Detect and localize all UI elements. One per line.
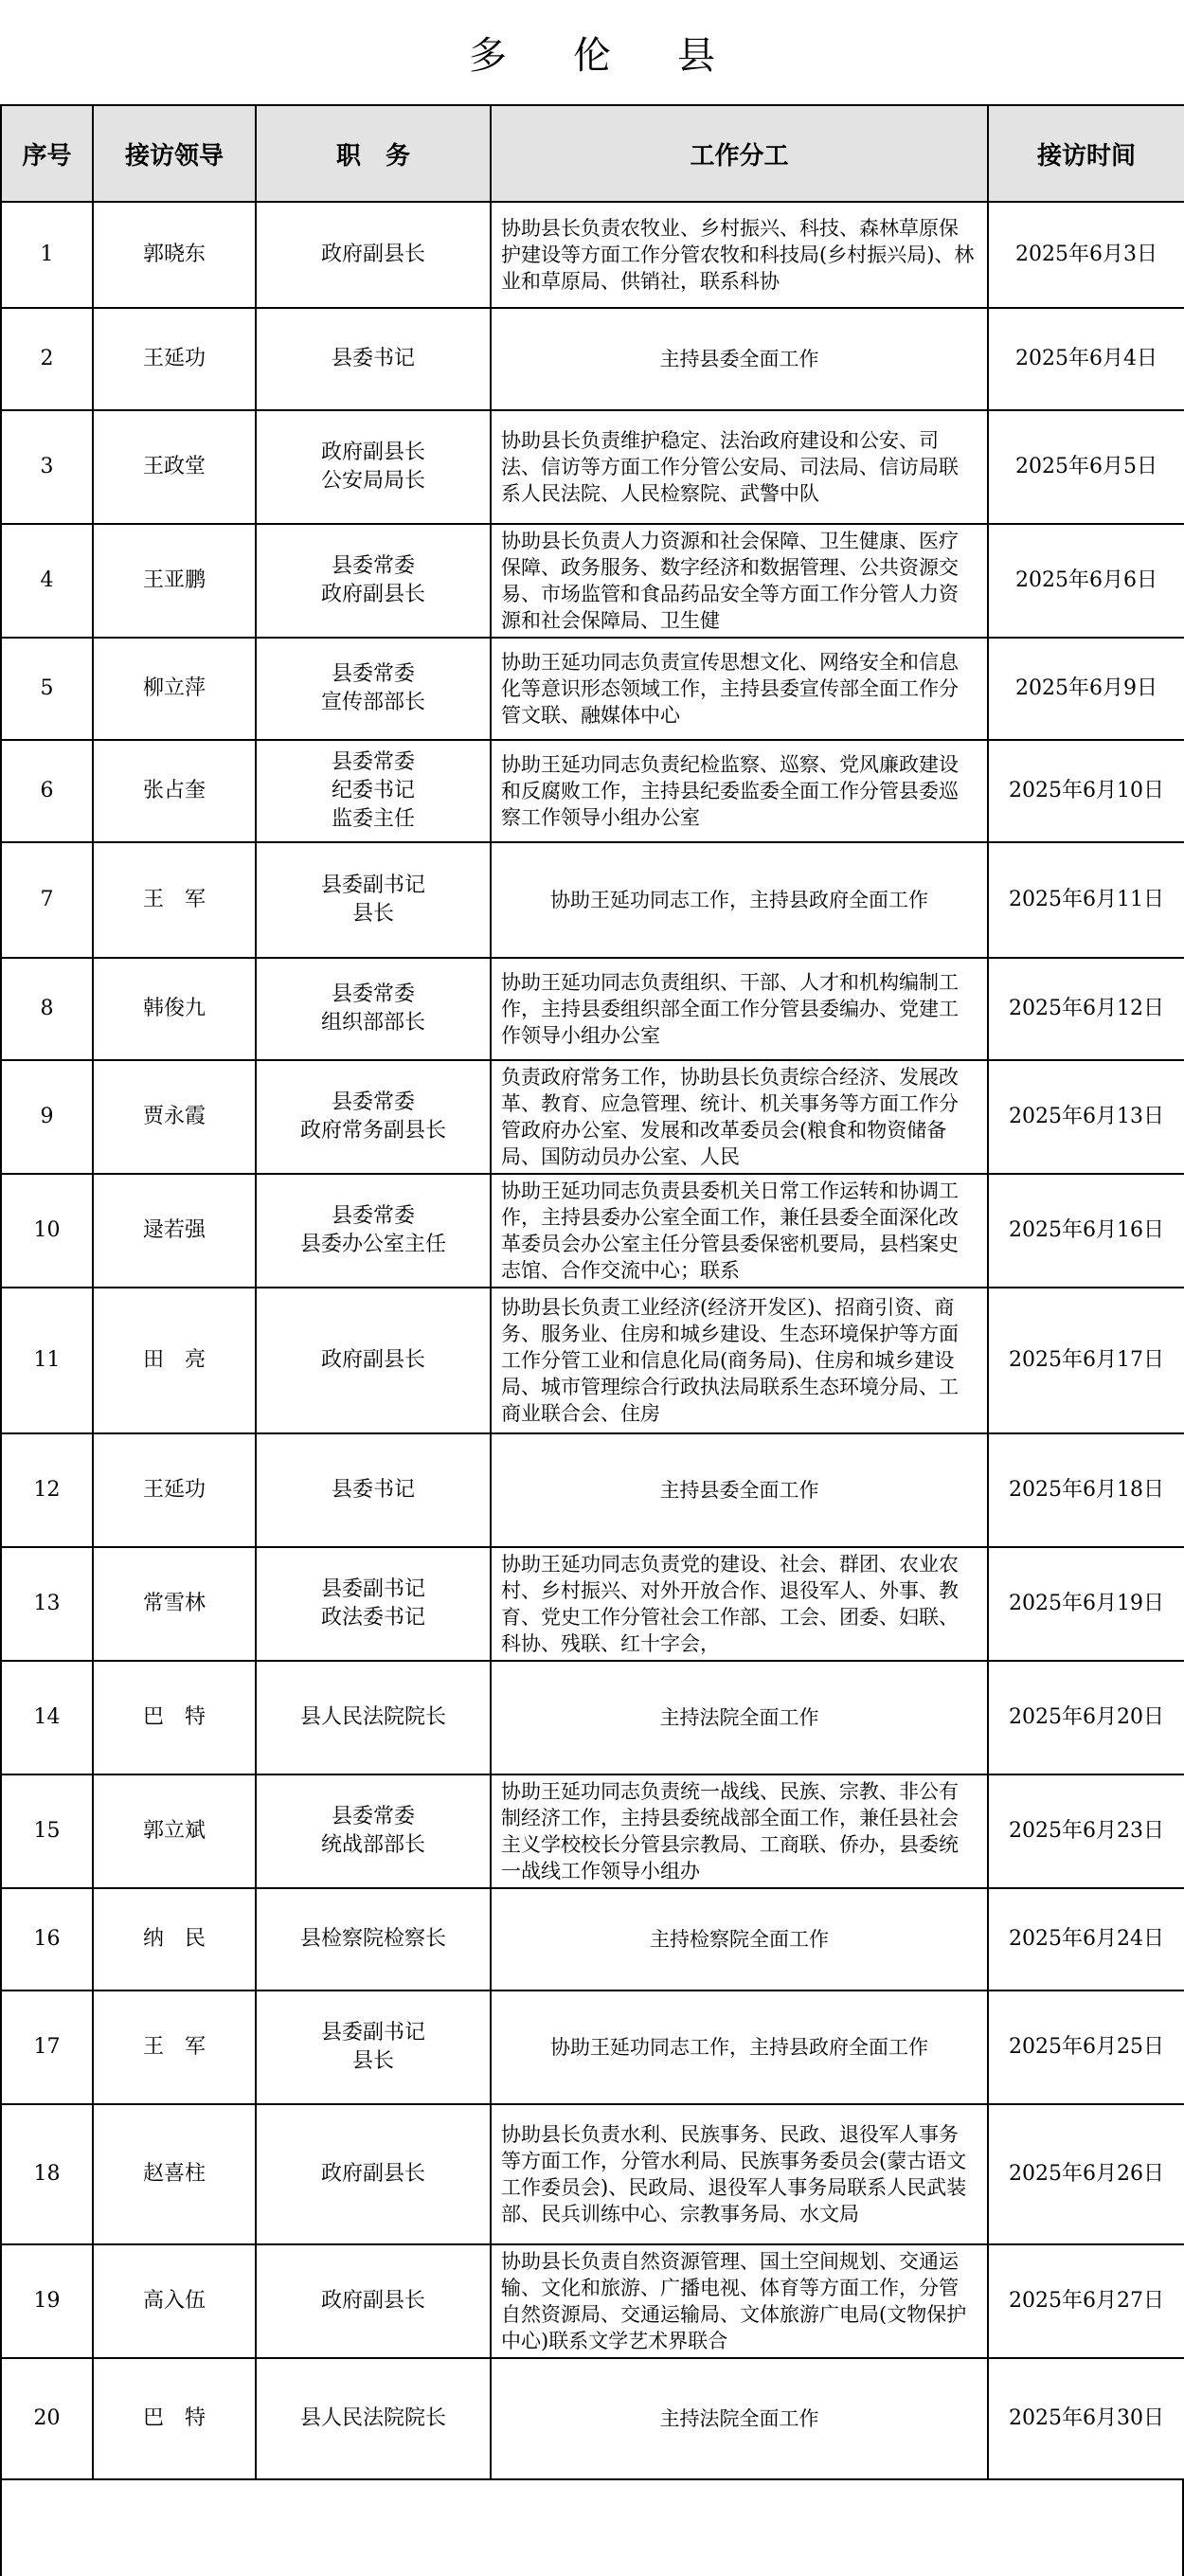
- work-duty: 协助县长负责工业经济(经济开发区)、招商引资、商务、服务业、住房和城乡建设、生态环境保护等方面工作分管工业和信息化局(商务局)、住房和城乡建设局、城市管理综合行政执法局联系生态环境分局、工商业联合会、住房: [491, 1288, 988, 1433]
- row-number: 16: [1, 1888, 93, 1991]
- table-row: [1, 1661, 1184, 1774]
- position-line: 统战部部长: [320, 1833, 425, 1857]
- leader-name: 郭晓东: [93, 202, 256, 308]
- work-duty: 协助王延功同志负责纪检监察、巡察、党风廉政建设和反腐败工作，主持县纪委监委全面工作分管县委巡察工作领导小组办公室: [491, 740, 988, 842]
- work-duty: 主持县委全面工作: [491, 1433, 988, 1547]
- row-number: 20: [1, 2358, 93, 2479]
- position-line: 监委主任: [331, 807, 415, 831]
- position-line: 政府副县长: [320, 441, 425, 464]
- leader-position: [256, 1288, 491, 1433]
- work-duty: 协助王延功同志负责宣传思想文化、网络安全和信息化等意识形态领域工作，主持县委宣传部全面工作分管文联、融媒体中心: [491, 638, 988, 740]
- leader-name: 王延功: [93, 1433, 256, 1547]
- leader-name: 柳立萍: [93, 638, 256, 740]
- table-row: [1, 842, 1184, 958]
- position-line: 政府副县长: [320, 2289, 425, 2313]
- reception-date: 2025年6月12日: [988, 958, 1184, 1060]
- table-row: [1, 740, 1184, 842]
- position-line: 县委副书记: [320, 874, 425, 897]
- position-line: 政府常务副县长: [299, 1119, 446, 1143]
- work-duty: 协助县长负责人力资源和社会保障、卫生健康、医疗保障、政务服务、数字经济和数据管理、公共资源交易、市场监管和食品药品安全等方面工作分管人力资源和社会保障局、卫生健: [491, 524, 988, 638]
- table-row: [1, 1288, 1184, 1433]
- row-number: 1: [1, 202, 93, 308]
- reception-date: 2025年6月26日: [988, 2104, 1184, 2244]
- position-line: 政府副县长: [320, 243, 425, 266]
- table-footer-space: [0, 2478, 1184, 2576]
- position-line: 县检察院检察长: [299, 1927, 446, 1951]
- table-row: [1, 2244, 1184, 2358]
- leader-position: [256, 2358, 491, 2479]
- reception-date: 2025年6月10日: [988, 740, 1184, 842]
- work-duty: 主持县委全面工作: [491, 308, 988, 410]
- row-number: 18: [1, 2104, 93, 2244]
- reception-date: 2025年6月25日: [988, 1991, 1184, 2104]
- header-position: 职 务: [256, 105, 491, 202]
- table-row: [1, 1888, 1184, 1991]
- work-duty: 主持法院全面工作: [491, 1661, 988, 1774]
- position-line: 县委书记: [331, 347, 415, 370]
- reception-date: 2025年6月20日: [988, 1661, 1184, 1774]
- leader-position: [256, 1547, 491, 1661]
- leader-position: [256, 308, 491, 410]
- reception-schedule-table: [0, 104, 1184, 2480]
- row-number: 14: [1, 1661, 93, 1774]
- row-number: 11: [1, 1288, 93, 1433]
- reception-date: 2025年6月11日: [988, 842, 1184, 958]
- row-number: 9: [1, 1060, 93, 1174]
- work-duty: 协助王延功同志工作，主持县政府全面工作: [491, 1991, 988, 2104]
- reception-date: 2025年6月5日: [988, 410, 1184, 524]
- position-line: 县人民法院院长: [299, 1705, 446, 1729]
- table-row: [1, 524, 1184, 638]
- row-number: 15: [1, 1774, 93, 1888]
- position-line: 政府副县长: [320, 583, 425, 606]
- reception-date: 2025年6月18日: [988, 1433, 1184, 1547]
- leader-position: [256, 1060, 491, 1174]
- position-line: 县委常委: [331, 982, 415, 1006]
- leader-name: 韩俊九: [93, 958, 256, 1060]
- row-number: 7: [1, 842, 93, 958]
- leader-position: [256, 842, 491, 958]
- row-number: 12: [1, 1433, 93, 1547]
- table-row: [1, 2104, 1184, 2244]
- work-duty: 协助县长负责自然资源管理、国土空间规划、交通运输、文化和旅游、广播电视、体育等方面工作，分管自然资源局、交通运输局、文体旅游广电局(文物保护中心)联系文学艺术界联合: [491, 2244, 988, 2358]
- work-duty: 协助县长负责水利、民族事务、民政、退役军人事务等方面工作，分管水利局、民族事务委员会(蒙古语文工作委员会)、民政局、退役军人事务局联系人民武装部、民兵训练中心、宗教事务局、水文局: [491, 2104, 988, 2244]
- header-leader: 接访领导: [93, 105, 256, 202]
- row-number: 8: [1, 958, 93, 1060]
- leader-name: 王 军: [93, 842, 256, 958]
- leader-name: 王 军: [93, 1991, 256, 2104]
- header-no: 序号: [1, 105, 93, 202]
- row-number: 19: [1, 2244, 93, 2358]
- work-duty: 协助县长负责农牧业、乡村振兴、科技、森林草原保护建设等方面工作分管农牧和科技局(乡村振兴局)、林业和草原局、供销社，联系科协: [491, 202, 988, 308]
- table-row: [1, 958, 1184, 1060]
- reception-date: 2025年6月17日: [988, 1288, 1184, 1433]
- position-line: 纪委书记: [331, 779, 415, 802]
- position-line: 县委常委: [331, 750, 415, 774]
- row-number: 3: [1, 410, 93, 524]
- work-duty: 协助王延功同志负责统一战线、民族、宗教、非公有制经济工作，主持县委统战部全面工作，兼任县社会主义学校校长分管县宗教局、工商联、侨办，县委统一战线工作领导小组办: [491, 1774, 988, 1888]
- leader-position: [256, 410, 491, 524]
- table-row: [1, 1174, 1184, 1288]
- position-line: 政法委书记: [320, 1606, 425, 1630]
- leader-name: 张占奎: [93, 740, 256, 842]
- leader-position: [256, 2104, 491, 2244]
- work-duty: 主持法院全面工作: [491, 2358, 988, 2479]
- table-row: [1, 2358, 1184, 2479]
- leader-name: 王政堂: [93, 410, 256, 524]
- leader-name: 常雪林: [93, 1547, 256, 1661]
- position-line: 组织部部长: [320, 1011, 425, 1035]
- table-row: [1, 202, 1184, 308]
- row-number: 17: [1, 1991, 93, 2104]
- reception-date: 2025年6月6日: [988, 524, 1184, 638]
- table-row: [1, 308, 1184, 410]
- position-line: 县委常委: [331, 554, 415, 578]
- position-line: 县委副书记: [320, 2021, 425, 2045]
- row-number: 10: [1, 1174, 93, 1288]
- row-number: 2: [1, 308, 93, 410]
- row-number: 6: [1, 740, 93, 842]
- table-row: [1, 1433, 1184, 1547]
- row-number: 5: [1, 638, 93, 740]
- row-number: 4: [1, 524, 93, 638]
- header-duty: 工作分工: [491, 105, 988, 202]
- position-line: 县人民法院院长: [299, 2406, 446, 2430]
- position-line: 政府副县长: [320, 2162, 425, 2186]
- leader-position: [256, 202, 491, 308]
- header-row: [1, 105, 1184, 202]
- reception-date: 2025年6月23日: [988, 1774, 1184, 1888]
- table-row: [1, 1991, 1184, 2104]
- reception-date: 2025年6月16日: [988, 1174, 1184, 1288]
- table-body: [1, 202, 1184, 2479]
- leader-name: 逯若强: [93, 1174, 256, 1288]
- work-duty: 主持检察院全面工作: [491, 1888, 988, 1991]
- table-row: [1, 1774, 1184, 1888]
- position-line: 县委常委: [331, 1805, 415, 1828]
- leader-name: 高入伍: [93, 2244, 256, 2358]
- leader-name: 田 亮: [93, 1288, 256, 1433]
- leader-name: 郭立斌: [93, 1774, 256, 1888]
- leader-position: [256, 524, 491, 638]
- position-line: 县委常委: [331, 1090, 415, 1114]
- table-row: [1, 638, 1184, 740]
- leader-name: 贾永霞: [93, 1060, 256, 1174]
- reception-date: 2025年6月4日: [988, 308, 1184, 410]
- position-line: 县长: [351, 2049, 394, 2073]
- position-line: 县委副书记: [320, 1577, 425, 1601]
- leader-name: 王亚鹏: [93, 524, 256, 638]
- leader-position: [256, 958, 491, 1060]
- leader-name: 巴 特: [93, 2358, 256, 2479]
- header-date: 接访时间: [988, 105, 1184, 202]
- table-row: [1, 1547, 1184, 1661]
- work-duty: 协助王延功同志负责组织、干部、人才和机构编制工作，主持县委组织部全面工作分管县委编办、党建工作领导小组办公室: [491, 958, 988, 1060]
- leader-name: 王延功: [93, 308, 256, 410]
- table-row: [1, 410, 1184, 524]
- position-line: 县长: [351, 902, 394, 926]
- leader-position: [256, 1433, 491, 1547]
- leader-position: [256, 1888, 491, 1991]
- position-line: 公安局局长: [320, 469, 425, 493]
- reception-date: 2025年6月30日: [988, 2358, 1184, 2479]
- work-duty: 协助王延功同志负责县委机关日常工作运转和协调工作，主持县委办公室全面工作，兼任县委全面深化改革委员会办公室主任分管县委保密机要局，县档案史志馆、合作交流中心；联系: [491, 1174, 988, 1288]
- row-number: 13: [1, 1547, 93, 1661]
- position-line: 县委常委: [331, 1204, 415, 1228]
- reception-date: 2025年6月24日: [988, 1888, 1184, 1991]
- leader-position: [256, 2244, 491, 2358]
- leader-position: [256, 638, 491, 740]
- leader-position: [256, 1661, 491, 1774]
- reception-date: 2025年6月13日: [988, 1060, 1184, 1174]
- table-row: [1, 1060, 1184, 1174]
- leader-position: [256, 1991, 491, 2104]
- leader-position: [256, 1774, 491, 1888]
- position-line: 县委常委: [331, 662, 415, 686]
- work-duty: 协助王延功同志负责党的建设、社会、群团、农业农村、乡村振兴、对外开放合作、退役军人、外事、教育、党史工作分管社会工作部、工会、团委、妇联、科协、残联、红十字会，: [491, 1547, 988, 1661]
- reception-date: 2025年6月19日: [988, 1547, 1184, 1661]
- position-line: 宣传部部长: [320, 691, 425, 714]
- leader-position: [256, 1174, 491, 1288]
- leader-name: 巴 特: [93, 1661, 256, 1774]
- leader-name: 纳 民: [93, 1888, 256, 1991]
- reception-date: 2025年6月9日: [988, 638, 1184, 740]
- page-title: 多伦县: [469, 33, 781, 78]
- position-line: 县委办公室主任: [299, 1233, 446, 1256]
- work-duty: 协助王延功同志工作，主持县政府全面工作: [491, 842, 988, 958]
- work-duty: 负责政府常务工作，协助县长负责综合经济、发展改革、教育、应急管理、统计、机关事务等方面工作分管政府办公室、发展和改革委员会(粮食和物资储备局、国防动员办公室、人民: [491, 1060, 988, 1174]
- leader-name: 赵喜柱: [93, 2104, 256, 2244]
- reception-date: 2025年6月3日: [988, 202, 1184, 308]
- position-line: 政府副县长: [320, 1348, 425, 1372]
- leader-position: [256, 740, 491, 842]
- reception-date: 2025年6月27日: [988, 2244, 1184, 2358]
- position-line: 县委书记: [331, 1478, 415, 1502]
- work-duty: 协助县长负责维护稳定、法治政府建设和公安、司法、信访等方面工作分管公安局、司法局、信访局联系人民法院、人民检察院、武警中队: [491, 410, 988, 524]
